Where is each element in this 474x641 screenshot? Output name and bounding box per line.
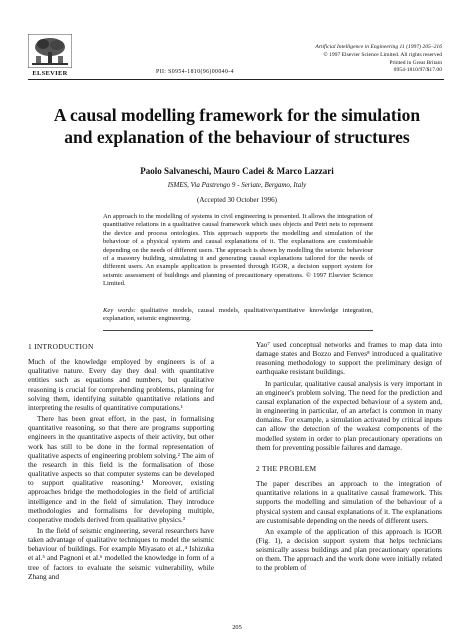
abstract-divider — [103, 330, 373, 331]
authors: Paolo Salvaneschi, Mauro Cadei & Marco Lazzari — [140, 166, 334, 176]
abstract: An approach to the modelling of systems in civil engineering is presented. It allows the integration of quantitative relations in a qualitative causal framework which uses objects and Petri nets to represent the device and process ontologies. This approach supports the modelling and simulation of the behaviour of a physical system and causal explanations of it. The explanations are customisable depending on the needs of different users. The approach is shown by modelling the seismic behaviour of a masonry building, simulating it and generating causal explanations tailored for the needs of different users. An example application is presented through IGOR, a decision support system for seismic assessment of buildings and planning of precautionary operations. © 1997 Elsevier Science Limited. — [103, 213, 373, 288]
section-gap — [256, 454, 442, 462]
section-heading-introduction: 1 INTRODUCTION — [28, 342, 94, 351]
title-line-2: and explanation of the behaviour of structures — [64, 127, 410, 147]
keywords-label: Key words: — [103, 307, 136, 314]
section-heading-problem: 2 THE PROBLEM — [256, 463, 317, 473]
paragraph: The paper describes an approach to the integration of quantitative relations in a qualitative causal framework. This supports the modelling and simulation of the behaviour of a physical system and causal explanations of it. The explanations are customisable depending on the needs of different users. — [256, 479, 442, 525]
paragraph: In particular, qualitative causal analysis is very important in an engineer's problem solving. The need for the prediction and causal explanation of the expected behaviour of a system and, in engineering in particular, of an artefact is common in many domains. For example, a simulation activated by critical inputs can allow the detection of the weakest components of the modelled system in order to plan precautionary operations on them for preventing possible failures and damage. — [256, 378, 442, 452]
paragraph: In the field of seismic engineering, several researchers have taken advantage of qualitative techniques to model the seismic behaviour of buildings. For example Miyasato et al.,⁴ Ishizuka et al.⁵ and Pagnoni et al.⁶ modelled the knowledge in form of a tree of factors to evaluate the seismic vulnerability, while Zhang and — [28, 525, 214, 581]
printed-location: Printed in Great Britain — [389, 59, 442, 66]
paragraph: An example of the application of this approach is IGOR (Fig. 1), a decision support system that helps technicians seismically assess buildings and plan precautionary operations on them. The approach and the work done were initially related to the problem of — [256, 526, 442, 573]
journal-info — [315, 44, 442, 75]
affiliation: ISMES, Via Pastrengo 9 - Seriate, Bergamo, Italy — [167, 181, 307, 189]
issn: 0954-1810/97/$17.00 — [393, 67, 442, 74]
accepted-date: (Accepted 30 October 1996) — [197, 196, 277, 204]
copyright-notice: © 1997 Elsevier Science Limited. All rights reserved — [323, 51, 442, 58]
keywords-list: qualitative models, causal models, qualitative/quantitative knowledge integration, explanation, seismic engineering. — [103, 307, 373, 323]
page-number: 205 — [232, 624, 242, 631]
left-column — [28, 340, 214, 583]
title-line-1: A causal modelling framework for the simulation — [53, 105, 421, 125]
elsevier-tree-logo-icon — [28, 34, 72, 68]
paragraph: There has been great effort, in the past, in formalising quantitative reasoning, so that there are programs supporting engineers in the quantitative aspects of their activity, but other work has still to be done in the formal representation of qualitative aspects of engineering problem solving.² The aim of the research in this field is the formalisation of those qualitative aspects so that computer systems can be developed to support qualitative reasoning.¹ Moreover, existing approaches bridge the methodologies in the field of artificial intelligence and in the field of simulation. They introduce methodologies and formalisms for developing multiple, cooperative models derived from qualitative physics.³ — [28, 414, 214, 524]
right-column — [256, 340, 442, 575]
paragraph: Much of the knowledge employed by engineers is of a qualitative nature. Every day they deal with quantitative entities such as equations and numbers, but qualitative reasoning is crucial for comprehending problems, planning for solving them, identifying suitable quantitative relations and interpreting the results of quantitative computations.¹ — [28, 357, 214, 412]
paragraph: Yao⁷ used conceptual networks and frames to map data into damage states and Bozzo and Fenves⁸ introduced a qualitative reasoning methodology to support the preliminary design of earthquake resistant buildings. — [256, 340, 442, 377]
paper-title — [20, 104, 454, 148]
keywords — [103, 307, 373, 324]
pii-code: PII: S0954-1810(96)00040-4 — [156, 69, 234, 75]
header-divider — [28, 79, 444, 80]
journal-name: Artificial Intelligence in Engineering 11 (1997) 205–216 — [315, 44, 442, 50]
publisher-name: ELSEVIER — [32, 70, 68, 77]
